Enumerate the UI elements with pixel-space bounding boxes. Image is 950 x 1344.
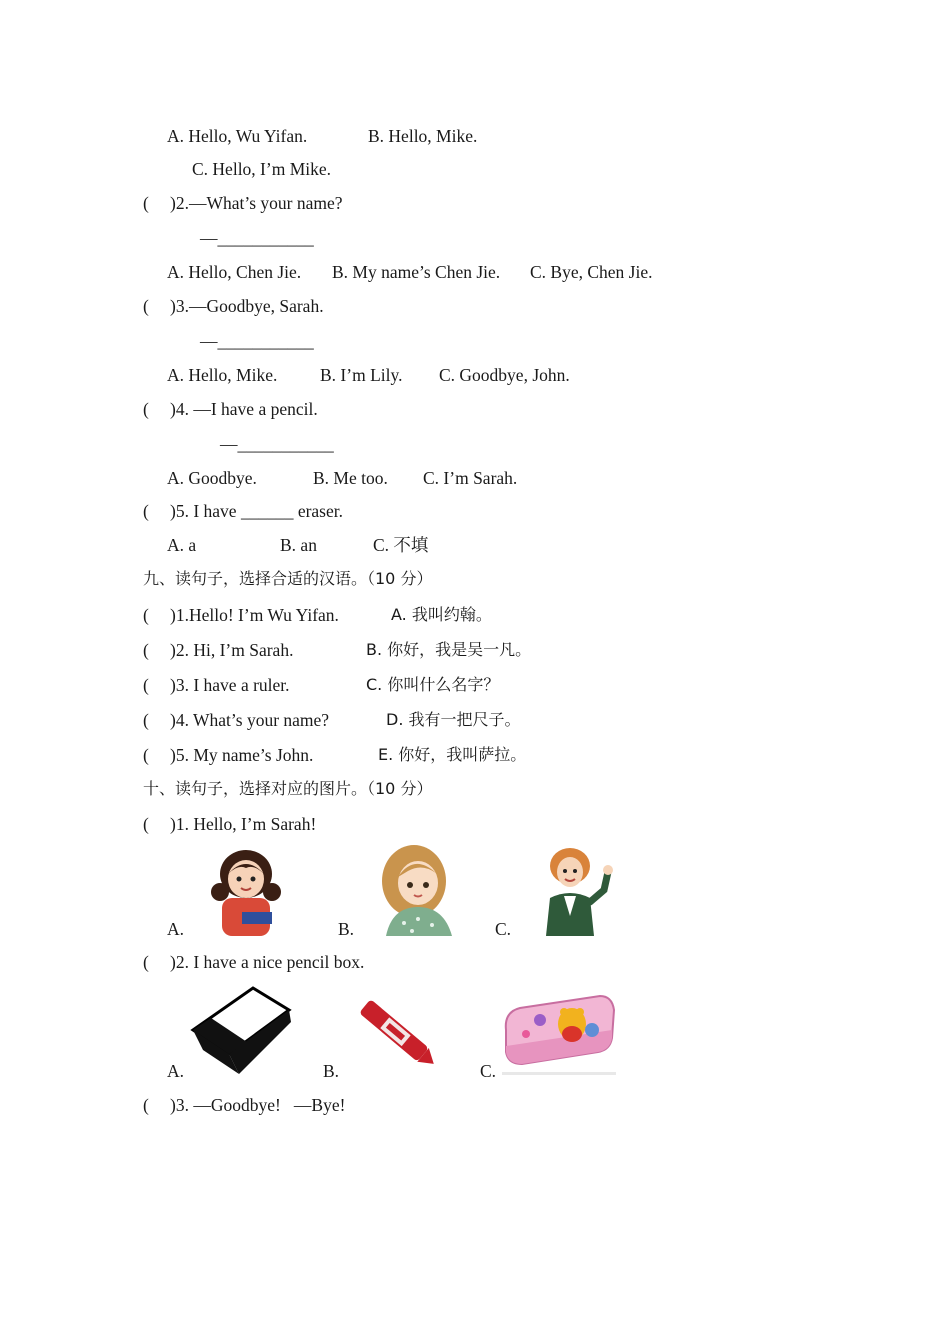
- face: [557, 857, 583, 887]
- q5-question: )5. I have ______ eraser.: [170, 501, 343, 521]
- p9-row5-english: )5. My name’s John.: [170, 745, 314, 765]
- q2-question: )2.—What’s your name?: [170, 193, 343, 213]
- p9-row1-chinese: A. 我叫约翰。: [391, 605, 492, 624]
- p10-q1-label-c: C.: [495, 919, 512, 939]
- p9-row3-chinese: C. 你叫什么名字？: [366, 675, 500, 694]
- p9-row5-paren[interactable]: (: [143, 745, 149, 765]
- q2-option-b: B. My name’s Chen Jie.: [332, 262, 501, 282]
- q5-option-c: C. 不填: [373, 535, 429, 555]
- q1-option-a: A. Hello, Wu Yifan.: [167, 126, 308, 146]
- q3-option-c: C. Goodbye, John.: [439, 365, 570, 385]
- eraser-picture[interactable]: [187, 984, 293, 1078]
- p9-row4-chinese: D. 我有一把尺子。: [386, 710, 521, 729]
- p9-row3-paren[interactable]: (: [143, 675, 149, 695]
- p9-row1-paren[interactable]: (: [143, 605, 149, 625]
- q2-paren[interactable]: (: [143, 193, 149, 213]
- crayon-picture[interactable]: [345, 990, 449, 1076]
- girl-a-picture[interactable]: [208, 846, 284, 936]
- p10-q1-label-b: B.: [338, 919, 355, 939]
- girl-b-picture[interactable]: [378, 843, 456, 936]
- p10-q3-paren[interactable]: (: [143, 1095, 149, 1115]
- p9-row5-chinese: E. 你好，我叫萨拉。: [378, 745, 527, 764]
- q4-option-b: B. Me too.: [313, 468, 388, 488]
- p10-q2-paren[interactable]: (: [143, 952, 149, 972]
- pigtail-right: [263, 883, 281, 901]
- p9-row1-english: )1.Hello! I’m Wu Yifan.: [170, 605, 339, 625]
- book: [242, 912, 272, 924]
- q2-option-a: A. Hello, Chen Jie.: [167, 262, 302, 282]
- pigtail-left: [211, 883, 229, 901]
- q4-answer-line[interactable]: —___________: [220, 434, 334, 454]
- q1-option-c: C. Hello, I’m Mike.: [192, 159, 332, 179]
- p9-row2-english: )2. Hi, I’m Sarah.: [170, 640, 294, 660]
- p10-q1-label-a: A.: [167, 919, 185, 939]
- q5-option-b: B. an: [280, 535, 317, 555]
- q2-option-c: C. Bye, Chen Jie.: [530, 262, 653, 282]
- q5-paren[interactable]: (: [143, 501, 149, 521]
- p10-q1-paren[interactable]: (: [143, 814, 149, 834]
- p10-q2-label-a: A.: [167, 1061, 185, 1081]
- q5-option-a: A. a: [167, 535, 197, 555]
- p10-q2-label-c: C.: [480, 1061, 497, 1081]
- p9-row3-english: )3. I have a ruler.: [170, 675, 290, 695]
- woman-c-picture[interactable]: [540, 846, 614, 936]
- q4-paren[interactable]: (: [143, 399, 149, 419]
- p9-row2-paren[interactable]: (: [143, 640, 149, 660]
- waving-arm: [590, 872, 608, 902]
- p10-q1-question: )1. Hello, I’m Sarah!: [170, 814, 317, 834]
- q3-answer-line[interactable]: —___________: [200, 331, 314, 351]
- q3-question: )3.—Goodbye, Sarah.: [170, 296, 324, 316]
- q2-answer-line[interactable]: —___________: [200, 228, 314, 248]
- p10-q3-question: )3. —Goodbye! —Bye!: [170, 1095, 346, 1115]
- section-10-heading: 十、读句子，选择对应的图片。（10 分）: [143, 779, 433, 798]
- p10-q2-question: )2. I have a nice pencil box.: [170, 952, 365, 972]
- p10-q2-label-b: B.: [323, 1061, 340, 1081]
- p9-row4-paren[interactable]: (: [143, 710, 149, 730]
- pencil-box-picture[interactable]: [500, 990, 618, 1078]
- body: [386, 907, 452, 936]
- q4-question: )4. —I have a pencil.: [170, 399, 318, 419]
- face: [398, 861, 438, 905]
- q3-paren[interactable]: (: [143, 296, 149, 316]
- q3-option-a: A. Hello, Mike.: [167, 365, 278, 385]
- q4-option-a: A. Goodbye.: [167, 468, 257, 488]
- q4-option-c: C. I’m Sarah.: [423, 468, 518, 488]
- q3-option-b: B. I’m Lily.: [320, 365, 403, 385]
- q1-option-b: B. Hello, Mike.: [368, 126, 478, 146]
- section-9-heading: 九、读句子，选择合适的汉语。（10 分）: [143, 569, 433, 588]
- p9-row4-english: )4. What’s your name?: [170, 710, 330, 730]
- p9-row2-chinese: B. 你好，我是吴一凡。: [366, 640, 532, 659]
